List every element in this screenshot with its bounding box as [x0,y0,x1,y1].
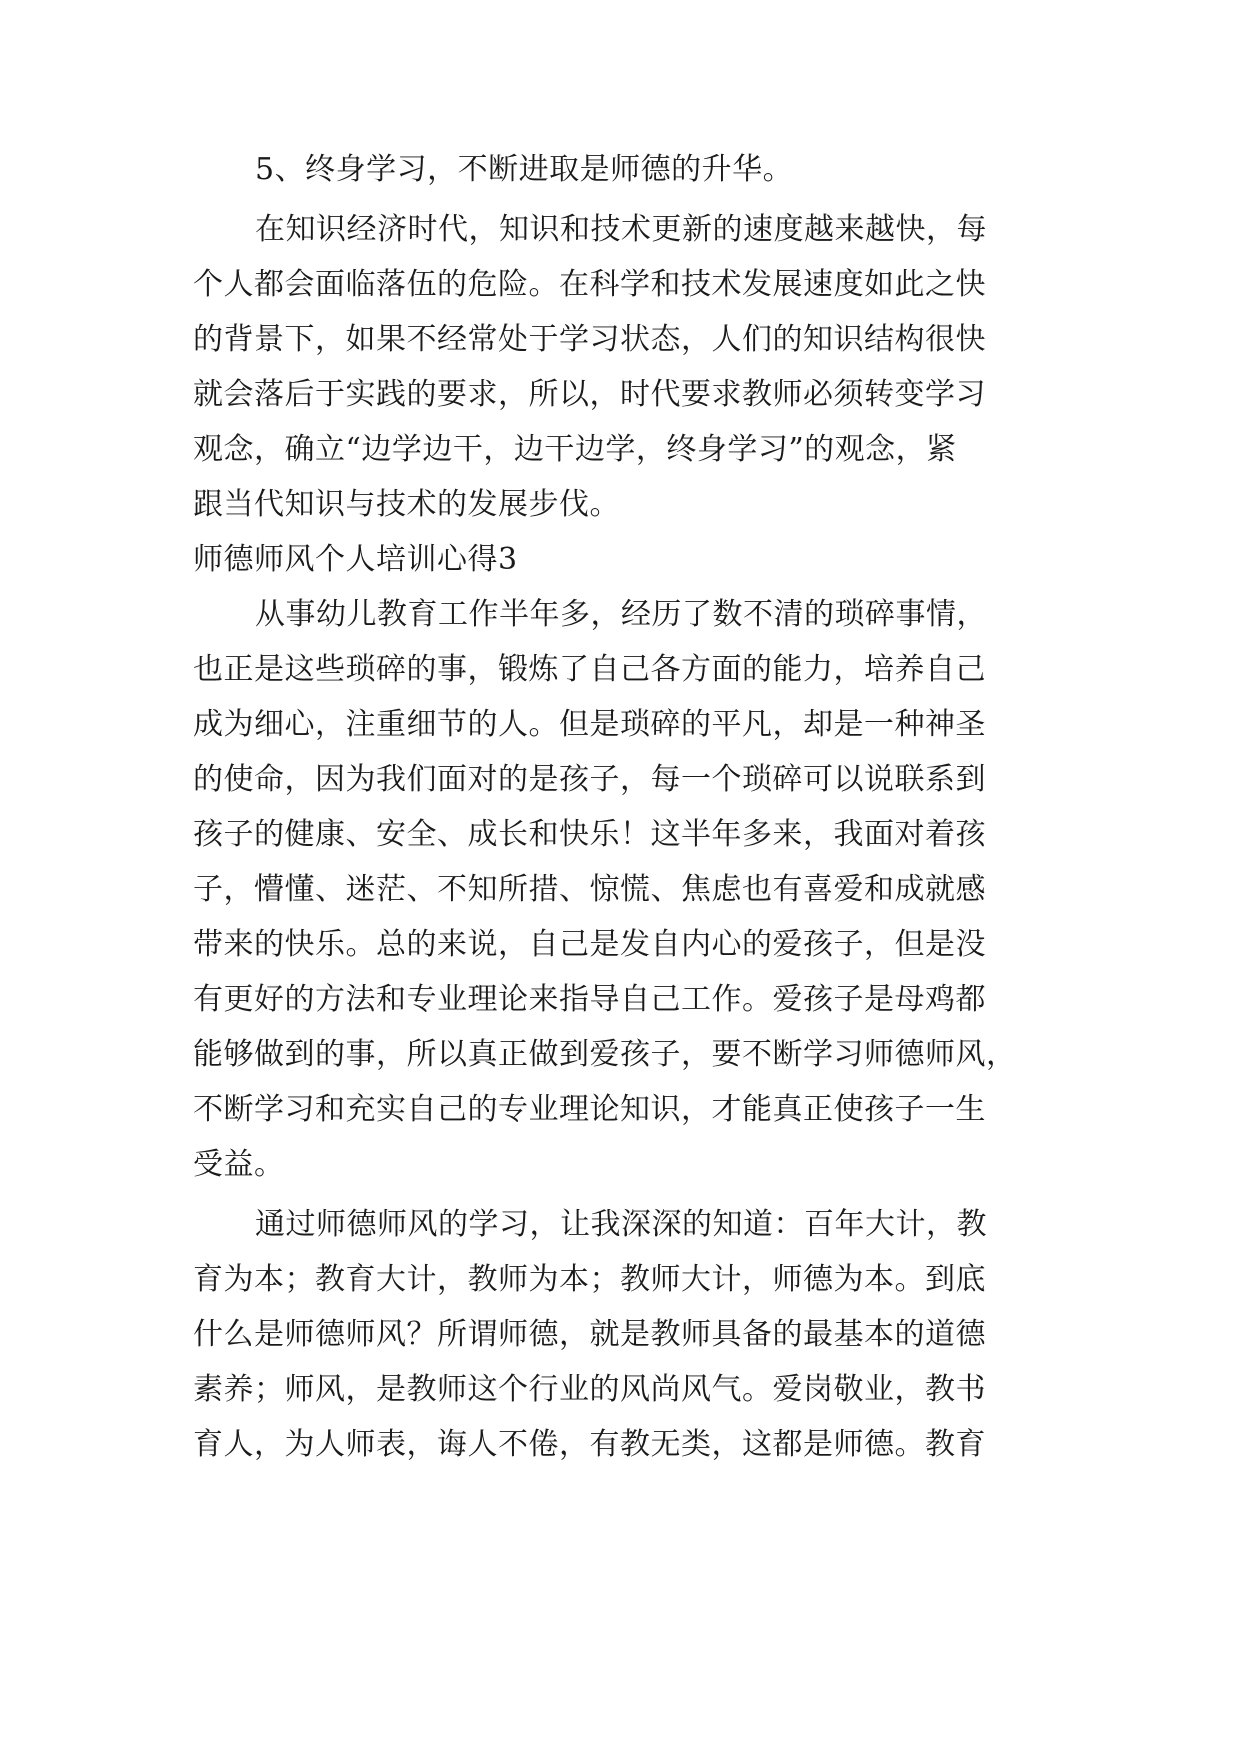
paragraph-line: 在知识经济时代，知识和技术更新的速度越来越快，每 [255,212,987,247]
paragraph-line: 就会落后于实践的要求，所以，时代要求教师必须转变学习 [193,377,986,412]
paragraph-line: 跟当代知识与技术的发展步伐。 [193,487,620,522]
paragraph-line: 受益。 [193,1147,285,1182]
numbered-point-5: 5、终身学习，不断进取是师德的升华。 [255,152,794,187]
paragraph-line: 的背景下，如果不经常处于学习状态，人们的知识结构很快 [193,322,986,357]
paragraph-line: 素养；师风，是教师这个行业的风尚风气。爱岗敬业，教书 [193,1372,986,1407]
paragraph-line: 孩子的健康、安全、成长和快乐！这半年多来，我面对着孩 [193,817,986,852]
paragraph-line: 能够做到的事，所以真正做到爱孩子，要不断学习师德师风， [193,1037,1017,1072]
paragraph-line: 个人都会面临落伍的危险。在科学和技术发展速度如此之快 [193,267,986,302]
paragraph-line: 子，懵懂、迷茫、不知所措、惊慌、焦虑也有喜爱和成就感 [193,872,986,907]
section-heading: 师德师风个人培训心得3 [193,542,518,577]
paragraph-line: 带来的快乐。总的来说，自己是发自内心的爱孩子，但是没 [193,927,986,962]
paragraph-line: 观念，确立“边学边干，边干边学，终身学习”的观念，紧 [193,432,957,467]
paragraph-line: 不断学习和充实自己的专业理论知识，才能真正使孩子一生 [193,1092,986,1127]
paragraph-line: 的使命，因为我们面对的是孩子，每一个琐碎可以说联系到 [193,762,986,797]
paragraph-line: 成为细心，注重细节的人。但是琐碎的平凡，却是一种神圣 [193,707,986,742]
paragraph-line: 通过师德师风的学习，让我深深的知道：百年大计，教 [255,1207,987,1242]
paragraph-line: 从事幼儿教育工作半年多，经历了数不清的琐碎事情， [255,597,987,632]
paragraph-line: 育人，为人师表，诲人不倦，有教无类，这都是师德。教育 [193,1427,986,1462]
paragraph-line: 也正是这些琐碎的事，锻炼了自己各方面的能力，培养自己 [193,652,986,687]
paragraph-line: 什么是师德师风？所谓师德，就是教师具备的最基本的道德 [193,1317,986,1352]
paragraph-line: 育为本；教育大计，教师为本；教师大计，师德为本。到底 [193,1262,986,1297]
paragraph-line: 有更好的方法和专业理论来指导自己工作。爱孩子是母鸡都 [193,982,986,1017]
